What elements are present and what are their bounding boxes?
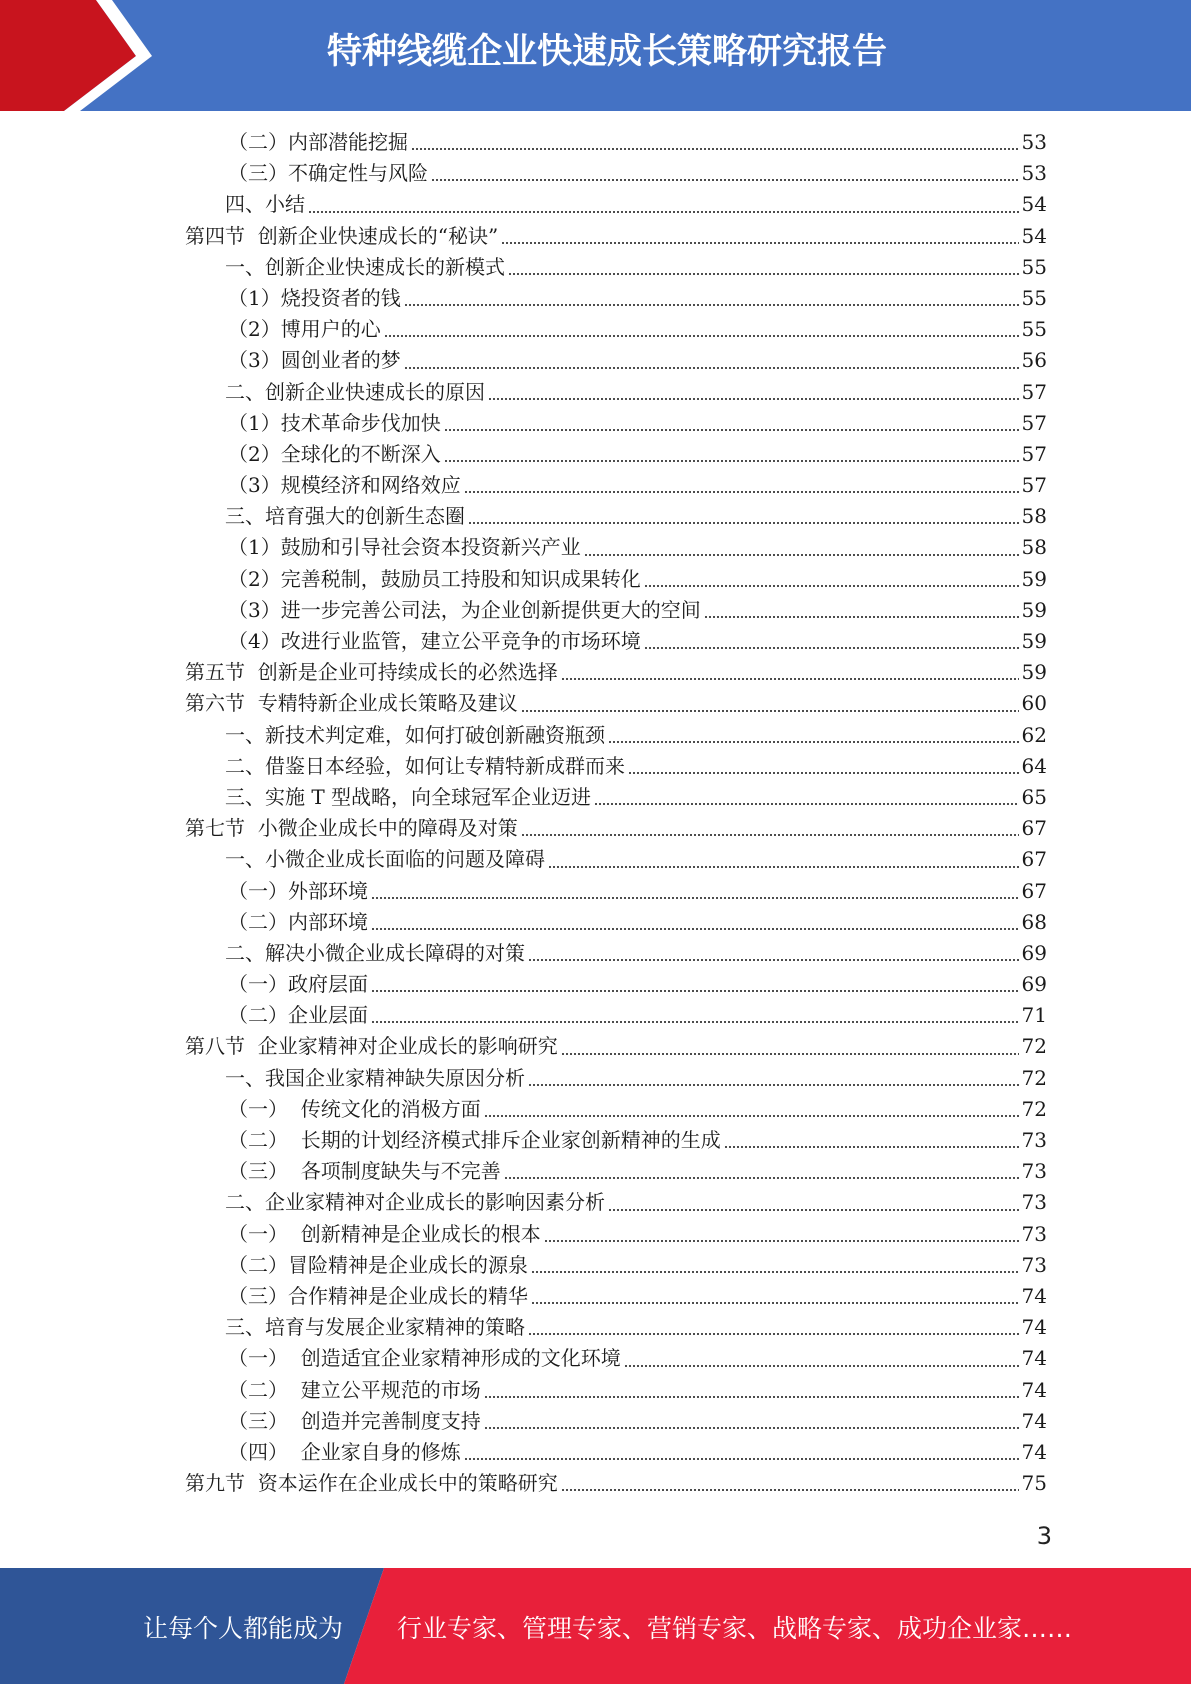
toc-entry-title: 第九节 资本运作在企业成长中的策略研究 — [185, 1471, 558, 1496]
toc-entry — [185, 938, 1047, 969]
toc-page-number: 53 — [1021, 130, 1047, 154]
toc-page-number: 56 — [1021, 348, 1047, 373]
toc-dot-leader — [468, 522, 1019, 524]
toc-page-number: 55 — [1021, 254, 1047, 279]
toc-page-number: 62 — [1021, 722, 1047, 747]
toc-entry-title: （三）不确定性与风险 — [228, 161, 428, 186]
toc-entry-title: 三、培育与发展企业家精神的策略 — [225, 1315, 525, 1340]
toc-entry — [185, 439, 1047, 470]
toc-entry-title: （2）完善税制，鼓励员工持股和知识成果转化 — [228, 566, 641, 591]
toc-entry — [185, 1343, 1047, 1374]
toc-dot-leader — [444, 429, 1019, 431]
toc-page-number: 73 — [1021, 1252, 1047, 1277]
toc-dot-leader — [548, 866, 1019, 868]
toc-dot-leader — [308, 211, 1019, 213]
toc-entry — [185, 657, 1047, 688]
toc-entry — [185, 688, 1047, 719]
toc-dot-leader — [464, 491, 1019, 493]
toc-page-number: 57 — [1021, 441, 1047, 466]
toc-dot-leader — [544, 1240, 1019, 1242]
toc-entry-title: 一、我国企业家精神缺失原因分析 — [225, 1065, 525, 1090]
toc-entry — [185, 907, 1047, 938]
toc-page-number: 74 — [1021, 1439, 1047, 1464]
toc-page-number: 58 — [1021, 535, 1047, 560]
toc-entry — [185, 1219, 1047, 1250]
toc-entry — [185, 1468, 1047, 1499]
toc-entry — [185, 1406, 1047, 1437]
toc-entry-title: （三） 创造并完善制度支持 — [228, 1408, 481, 1433]
toc-entry — [185, 127, 1047, 158]
toc-entry-title: 第五节 创新是企业可持续成长的必然选择 — [185, 660, 558, 685]
report-title: 特种线缆企业快速成长策略研究报告 — [326, 32, 887, 72]
toc-entry — [185, 1094, 1047, 1125]
toc-page-number: 59 — [1021, 566, 1047, 591]
toc-page-number: 67 — [1021, 816, 1047, 841]
toc-dot-leader — [594, 803, 1018, 805]
toc-entry-title: （一） 传统文化的消极方面 — [228, 1096, 481, 1121]
toc-entry — [185, 969, 1047, 1000]
toc-entry — [185, 1063, 1047, 1094]
toc-entry — [185, 782, 1047, 813]
toc-dot-leader — [521, 710, 1019, 712]
toc-entry — [185, 1312, 1047, 1343]
toc-entry — [185, 408, 1047, 439]
toc-dot-leader — [608, 1209, 1019, 1211]
toc-entry — [185, 564, 1047, 595]
toc-page-number: 74 — [1021, 1408, 1047, 1433]
toc-dot-leader — [371, 897, 1019, 899]
toc-page-number: 71 — [1021, 1003, 1047, 1028]
toc-page-number: 59 — [1021, 629, 1047, 653]
toc-page-number: 67 — [1021, 847, 1047, 872]
toc-entry-title: 第八节 企业家精神对企业成长的影响研究 — [185, 1034, 558, 1059]
toc-entry-title: （三）合作精神是企业成长的精华 — [228, 1283, 528, 1308]
toc-dot-leader — [608, 741, 1019, 743]
toc-dot-leader — [404, 304, 1019, 306]
toc-entry-title: 第七节 小微企业成长中的障碍及对策 — [185, 816, 518, 841]
toc-dot-leader — [371, 990, 1019, 992]
toc-entry — [185, 595, 1047, 626]
toc-dot-leader — [371, 928, 1019, 930]
toc-entry-title: （二）内部潜能挖掘 — [228, 130, 408, 154]
toc-page-number: 55 — [1021, 285, 1047, 310]
toc-page-number: 72 — [1021, 1096, 1047, 1121]
toc-entry-title: 一、新技术判定难，如何打破创新融资瓶颈 — [225, 722, 605, 747]
toc-entry-title: （4）改进行业监管，建立公平竞争的市场环境 — [228, 629, 641, 653]
toc-dot-leader — [484, 1396, 1019, 1398]
page-footer — [0, 1568, 1191, 1684]
toc-dot-leader — [371, 1021, 1019, 1023]
toc-dot-leader — [584, 554, 1019, 556]
toc-page-number: 73 — [1021, 1190, 1047, 1215]
toc-dot-leader — [484, 1427, 1019, 1429]
toc-entry-title: （3）圆创业者的梦 — [228, 348, 401, 373]
toc-dot-leader — [431, 179, 1019, 181]
toc-dot-leader — [644, 585, 1019, 587]
toc-page-number: 53 — [1021, 161, 1047, 186]
toc-page-number: 60 — [1021, 691, 1047, 716]
toc-page-number: 69 — [1021, 940, 1047, 965]
toc-entry-title: （四） 企业家自身的修炼 — [228, 1439, 461, 1464]
toc-dot-leader — [528, 959, 1019, 961]
toc-page-number: 72 — [1021, 1065, 1047, 1090]
toc-dot-leader — [504, 1177, 1019, 1179]
toc-entry-title: （一） 创造适宜企业家精神形成的文化环境 — [228, 1346, 621, 1371]
toc-entry-title: （二） 长期的计划经济模式排斥企业家创新精神的生成 — [228, 1128, 721, 1152]
toc-entry — [185, 1187, 1047, 1218]
toc-entry — [185, 626, 1047, 657]
toc-entry — [185, 1281, 1047, 1312]
toc-page-number: 72 — [1021, 1034, 1047, 1059]
toc-entry-title: （1）鼓励和引导社会资本投资新兴产业 — [228, 535, 581, 560]
toc-page-number: 64 — [1021, 753, 1047, 778]
toc-page-number: 65 — [1021, 784, 1047, 809]
toc-entry-title: （2）博用户的心 — [228, 317, 381, 342]
toc-entry — [185, 813, 1047, 844]
toc-entry — [185, 189, 1047, 220]
toc-entry-title: （二）冒险精神是企业成长的源泉 — [228, 1252, 528, 1277]
toc-dot-leader — [521, 834, 1019, 836]
toc-dot-leader — [628, 772, 1019, 774]
toc-entry — [185, 501, 1047, 532]
toc-entry — [185, 345, 1047, 376]
toc-entry-title: 二、解决小微企业成长障碍的对策 — [225, 940, 525, 965]
toc-entry-title: 三、培育强大的创新生态圈 — [225, 504, 465, 529]
toc-page-number: 74 — [1021, 1283, 1047, 1308]
toc-page-number: 55 — [1021, 317, 1047, 342]
toc-entry — [185, 1031, 1047, 1062]
toc-page-number: 75 — [1021, 1471, 1047, 1496]
toc-entry — [185, 377, 1047, 408]
toc-dot-leader — [561, 1053, 1019, 1055]
toc-dot-leader — [624, 1365, 1019, 1367]
toc-dot-leader — [528, 1333, 1019, 1335]
toc-page-number: 74 — [1021, 1315, 1047, 1340]
toc-entry — [185, 1437, 1047, 1468]
toc-entry — [185, 876, 1047, 907]
toc-page-number: 73 — [1021, 1128, 1047, 1152]
toc-dot-leader — [411, 148, 1019, 150]
toc-entry — [185, 720, 1047, 751]
toc-dot-leader — [644, 647, 1019, 649]
toc-dot-leader — [484, 1115, 1019, 1117]
toc-page-number: 73 — [1021, 1221, 1047, 1246]
footer-slogan-left: 让每个人都能成为 — [143, 1614, 344, 1643]
toc-entry-title: （二） 建立公平规范的市场 — [228, 1377, 481, 1402]
page-number: 3 — [1036, 1522, 1052, 1550]
toc-page-number: 54 — [1021, 192, 1047, 217]
toc-entry — [185, 1125, 1047, 1156]
toc-entry — [185, 221, 1047, 252]
page-header — [0, 0, 1191, 111]
toc-entry-title: 四、小结 — [225, 192, 305, 217]
footer-slogan-right: 行业专家、管理专家、营销专家、战略专家、成功企业家…… — [397, 1614, 1073, 1643]
toc-page-number: 59 — [1021, 660, 1047, 685]
toc-page-number: 59 — [1021, 597, 1047, 622]
toc-entry-title: （一） 创新精神是企业成长的根本 — [228, 1221, 541, 1246]
toc-entry — [185, 751, 1047, 782]
toc-entry-title: 第四节 创新企业快速成长的“秘诀” — [185, 223, 499, 248]
toc-page-number: 54 — [1021, 223, 1047, 248]
toc-page-number: 57 — [1021, 473, 1047, 498]
toc-entry — [185, 1250, 1047, 1281]
toc-dot-leader — [464, 1458, 1019, 1460]
toc-dot-leader — [384, 335, 1019, 337]
toc-page-number: 57 — [1021, 379, 1047, 404]
table-of-contents — [185, 127, 1047, 1499]
toc-dot-leader — [531, 1302, 1019, 1304]
toc-dot-leader — [508, 273, 1019, 275]
toc-page-number: 74 — [1021, 1377, 1047, 1402]
toc-entry-title: 三、实施 T 型战略，向全球冠军企业迈进 — [225, 784, 592, 809]
toc-page-number: 73 — [1021, 1159, 1047, 1184]
toc-page-number: 67 — [1021, 878, 1047, 903]
toc-entry-title: 二、创新企业快速成长的原因 — [225, 379, 485, 404]
toc-entry-title: 一、小微企业成长面临的问题及障碍 — [225, 847, 545, 872]
toc-entry — [185, 532, 1047, 563]
toc-dot-leader — [501, 242, 1018, 244]
toc-entry — [185, 283, 1047, 314]
toc-entry — [185, 470, 1047, 501]
toc-entry-title: （三） 各项制度缺失与不完善 — [228, 1159, 501, 1184]
toc-page-number: 58 — [1021, 504, 1047, 529]
toc-entry-title: （二）企业层面 — [228, 1003, 368, 1028]
toc-entry — [185, 314, 1047, 345]
toc-entry-title: （一）外部环境 — [228, 878, 368, 903]
toc-page-number: 57 — [1021, 410, 1047, 435]
toc-dot-leader — [561, 1489, 1019, 1491]
toc-entry-title: （1）烧投资者的钱 — [228, 285, 401, 310]
toc-entry-title: 第六节 专精特新企业成长策略及建议 — [185, 691, 518, 716]
toc-entry-title: 二、企业家精神对企业成长的影响因素分析 — [225, 1190, 605, 1215]
toc-entry — [185, 1375, 1047, 1406]
toc-dot-leader — [488, 398, 1019, 400]
toc-entry-title: （一）政府层面 — [228, 972, 368, 997]
toc-entry-title: （1）技术革命步伐加快 — [228, 410, 441, 435]
toc-entry-title: （二）内部环境 — [228, 909, 368, 934]
toc-page-number: 69 — [1021, 972, 1047, 997]
toc-entry — [185, 844, 1047, 875]
toc-dot-leader — [531, 1271, 1019, 1273]
toc-dot-leader — [528, 1084, 1019, 1086]
toc-page-number: 74 — [1021, 1346, 1047, 1371]
toc-dot-leader — [561, 678, 1019, 680]
toc-dot-leader — [404, 367, 1019, 369]
toc-entry — [185, 1156, 1047, 1187]
toc-entry — [185, 1000, 1047, 1031]
toc-dot-leader — [444, 460, 1019, 462]
toc-entry-title: 二、借鉴日本经验，如何让专精特新成群而来 — [225, 753, 625, 778]
toc-entry-title: （2）全球化的不断深入 — [228, 441, 441, 466]
toc-entry-title: 一、创新企业快速成长的新模式 — [225, 254, 505, 279]
toc-entry-title: （3）进一步完善公司法，为企业创新提供更大的空间 — [228, 597, 701, 622]
toc-dot-leader — [724, 1146, 1019, 1148]
toc-entry — [185, 158, 1047, 189]
toc-page-number: 68 — [1021, 909, 1047, 934]
toc-entry-title: （3）规模经济和网络效应 — [228, 473, 461, 498]
toc-dot-leader — [704, 616, 1019, 618]
toc-entry — [185, 252, 1047, 283]
